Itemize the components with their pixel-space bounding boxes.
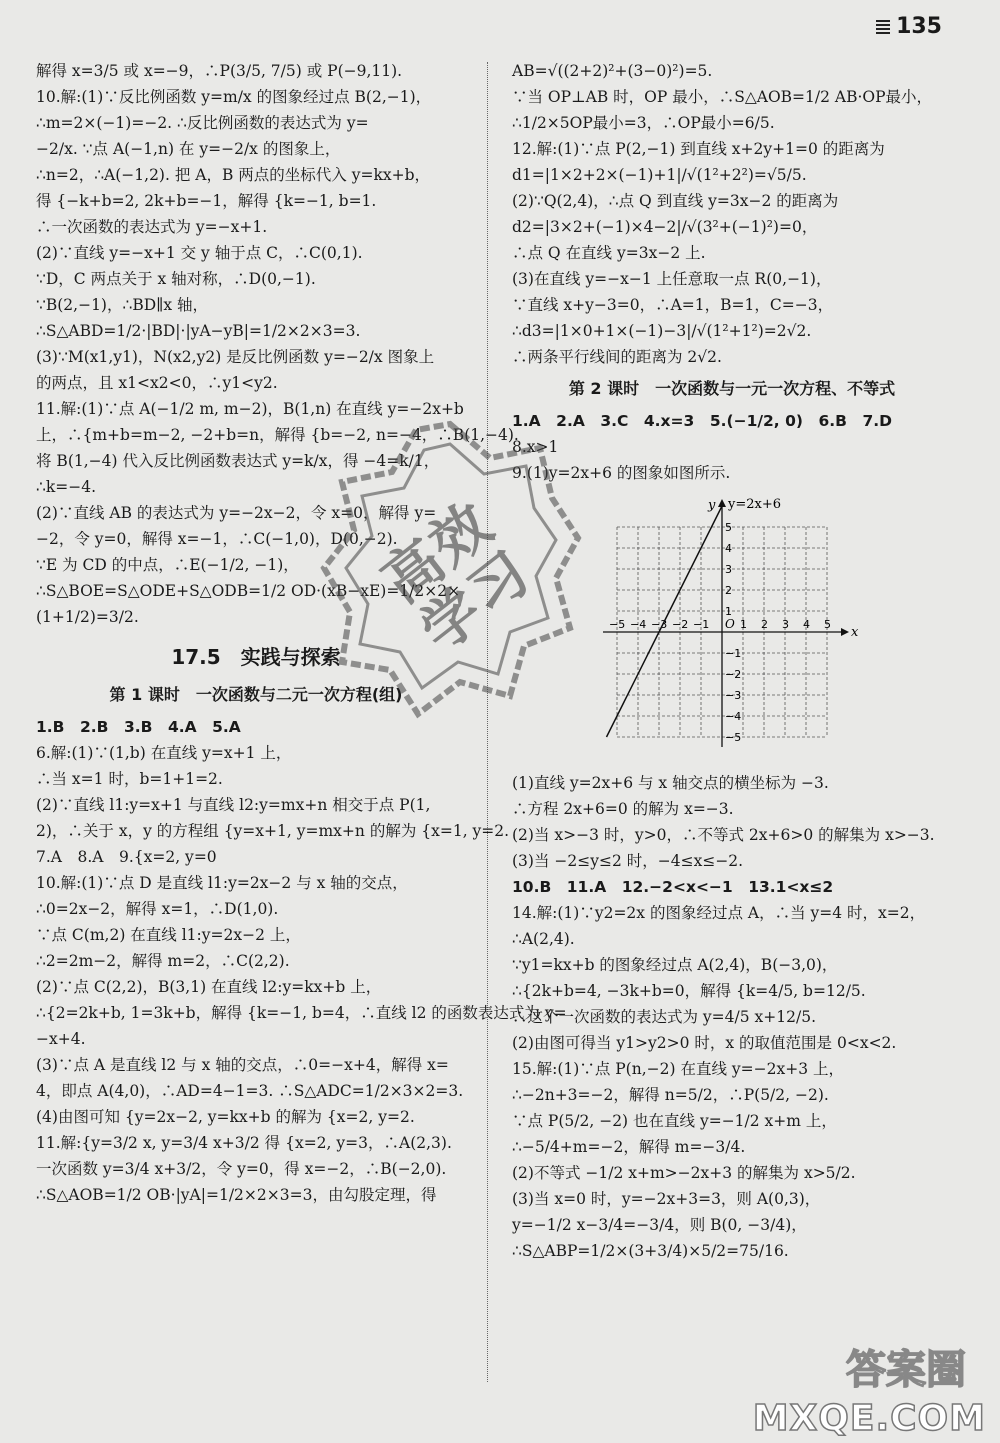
text-line: (3)当 −2≤y≤2 时，−4≤x≤−2. <box>512 852 744 870</box>
text-line: 11.解:(1)∵点 A(−1/2 m, m−2)，B(1,n) 在直线 y=−2x+b <box>36 400 464 418</box>
y-tick-label: −1 <box>725 647 742 660</box>
x-tick-label: 1 <box>740 618 747 631</box>
text-line: ∴{2k+b=4, −3k+b=0，解得 {k=4/5, b=12/5. <box>512 982 866 1000</box>
lesson-title: 第 1 课时 一次函数与二元一次方程(组) <box>109 685 403 704</box>
text-line: ∴−5/4+m=−2，解得 m=−3/4. <box>512 1138 746 1156</box>
x-axis-label: x <box>851 625 859 640</box>
text-line: ∵B(2,−1)，∴BD∥x 轴， <box>36 296 208 314</box>
text-line: 12.解:(1)∵点 P(2,−1) 到直线 x+2y+1=0 的距离为 <box>512 140 885 158</box>
text-line: ∴2=2m−2，解得 m=2，∴C(2,2). <box>36 952 290 970</box>
text-line: ∴−2n+3=−2，解得 n=5/2，∴P(5/2, −2). <box>512 1086 829 1104</box>
text-line: y=−1/2 x−3/4=−3/4，则 B(0, −3/4)， <box>512 1216 807 1234</box>
y-axis-arrow <box>718 499 726 507</box>
x-tick-label: −4 <box>630 618 647 631</box>
text-line: d2=|3×2+(−1)×4−2|/√(3²+(−1)²)=0， <box>512 218 818 236</box>
text-line: (3)在直线 y=−x−1 上任意取一点 R(0,−1)， <box>512 270 832 288</box>
text-line: 10.解:(1)∵反比例函数 y=m/x 的图象经过点 B(2,−1)， <box>36 88 432 106</box>
answer-line: 1.B 2.B 3.B 4.A 5.A <box>36 718 241 736</box>
text-line: −2，令 y=0，解得 x=−1，∴C(−1,0)，D(0,−2). <box>36 530 398 548</box>
site-url-watermark: MXQE.COM <box>752 1398 986 1439</box>
text-line: 上，∴{m+b=m−2, −2+b=n，解得 {b=−2, n=−4，∴B(1,−4). <box>36 426 519 444</box>
text-line: ∴k=−4. <box>36 478 97 496</box>
text-line: (2)由图可得当 y1>y2>0 时，x 的取值范围是 0<x<2. <box>512 1034 897 1052</box>
site-logo-watermark <box>842 1333 982 1397</box>
text-line: 将 B(1,−4) 代入反比例函数表达式 y=k/x，得 −4=k/1， <box>36 452 440 470</box>
svg-text:效: 效 <box>416 489 505 580</box>
page-marker-icon <box>876 20 890 34</box>
text-line: (2)∵直线 AB 的表达式为 y=−2x−2，令 x=0，解得 y= <box>36 504 437 522</box>
text-line: ∴两条平行线间的距离为 2√2. <box>512 348 722 366</box>
y-tick-label: −2 <box>725 668 742 681</box>
text-line: 一次函数 y=3/4 x+3/2，令 y=0，得 x=−2，∴B(−2,0). <box>36 1160 447 1178</box>
y-tick-label: −3 <box>725 689 742 702</box>
x-tick-label: 3 <box>782 618 789 631</box>
text-line: ∴A(2,4). <box>512 930 575 948</box>
graph-svg <box>592 492 859 764</box>
text-line: 14.解:(1)∵y2=2x 的图象经过点 A，∴当 y=4 时，x=2， <box>512 904 926 922</box>
stamp-watermark <box>320 418 580 718</box>
text-line: ∴d3=|1×0+1×(−1)−3|/√(1²+1²)=2√2. <box>512 322 812 340</box>
text-line: (2)不等式 −1/2 x+m>−2x+3 的解集为 x>5/2. <box>512 1164 856 1182</box>
text-line: ∴1/2×5OP最小=3，∴OP最小=6/5. <box>512 114 775 132</box>
text-line: d1=|1×2+2×(−1)+1|/√(1²+2²)=√5/5. <box>512 166 807 184</box>
text-line: 11.解:{y=3/2 x, y=3/4 x+3/2 得 {x=2, y=3，∴A(2,3). <box>36 1134 452 1152</box>
y-tick-label: 4 <box>725 542 732 555</box>
text-line: ∴{2=2k+b, 1=3k+b，解得 {k=−1, b=4，∴直线 l2 的函数表达式为 y= <box>36 1004 567 1022</box>
x-tick-label: −3 <box>651 618 668 631</box>
text-line: (3)∵点 A 是直线 l2 与 x 轴的交点，∴0=−x+4，解得 x= <box>36 1056 449 1074</box>
x-tick-label: 2 <box>761 618 768 631</box>
page-number: 135 <box>876 14 942 39</box>
text-line: ∴方程 2x+6=0 的解为 x=−3. <box>512 800 734 818</box>
lesson-title: 第 2 课时 一次函数与一元一次方程、不等式 <box>568 379 896 398</box>
text-line: 8.x>1 <box>512 438 559 456</box>
text-line: ∴S△BOE=S△ODE+S△ODB=1/2 OD·(xB−xE)=1/2×2× <box>36 582 461 600</box>
text-line: ∵直线 x+y−3=0，∴A=1，B=1，C=−3， <box>512 296 834 314</box>
function-line-label: y=2x+6 <box>728 497 782 512</box>
text-line: 4，即点 A(4,0)，∴AD=4−1=3. ∴S△ADC=1/2×3×2=3. <box>36 1082 464 1100</box>
y-axis-label: y <box>708 498 716 513</box>
text-line: (1)直线 y=2x+6 与 x 轴交点的横坐标为 −3. <box>512 774 829 792</box>
text-line: ∵点 P(5/2, −2) 也在直线 y=−1/2 x+m 上， <box>512 1112 837 1130</box>
y-tick-label: −4 <box>725 710 742 723</box>
text-line: ∴0=2x−2，解得 x=1，∴D(1,0). <box>36 900 279 918</box>
y-tick-label: 5 <box>725 521 732 534</box>
text-line: (3)∵M(x1,y1)，N(x2,y2) 是反比例函数 y=−2/x 图象上 <box>36 348 435 366</box>
text-line: (2)∵直线 l1:y=x+1 与直线 l2:y=mx+n 相交于点 P(1, <box>36 796 431 814</box>
text-line: ∴这个一次函数的表达式为 y=4/5 x+12/5. <box>512 1008 817 1026</box>
y-tick-label: −5 <box>725 731 742 744</box>
x-tick-label: −1 <box>693 618 710 631</box>
text-line: 解得 x=3/5 或 x=−9，∴P(3/5, 7/5) 或 P(−9,11). <box>36 62 403 80</box>
text-line: AB=√((2+2)²+(3−0)²)=5. <box>512 62 713 80</box>
x-tick-label: 5 <box>824 618 831 631</box>
text-line: (2)∵点 C(2,2)，B(3,1) 在直线 l2:y=kx+b 上， <box>36 978 382 996</box>
svg-text:学: 学 <box>407 575 496 665</box>
text-line: ∴点 Q 在直线 y=3x−2 上. <box>512 244 706 262</box>
text-line: (2)∵直线 y=−x+1 交 y 轴于点 C，∴C(0,1). <box>36 244 363 262</box>
text-line: ∴S△ABD=1/2·|BD|·|yA−yB|=1/2×2×3=3. <box>36 322 361 340</box>
text-line: (2)∵Q(2,4)，∴点 Q 到直线 y=3x−2 的距离为 <box>512 192 839 210</box>
text-line: ∵y1=kx+b 的图象经过点 A(2,4)，B(−3,0)， <box>512 956 838 974</box>
text-line: −2/x. ∵点 A(−1,n) 在 y=−2/x 的图象上， <box>36 140 341 158</box>
text-line: ∴当 x=1 时，b=1+1=2. <box>36 770 223 788</box>
y-tick-label: 2 <box>725 584 732 597</box>
x-tick-label: 4 <box>803 618 810 631</box>
text-line: ∴S△ABP=1/2×(3+3/4)×5/2=75/16. <box>512 1242 789 1260</box>
right-column <box>512 58 952 1403</box>
text-line: 6.解:(1)∵(1,b) 在直线 y=x+1 上， <box>36 744 292 762</box>
svg-text:习: 习 <box>454 538 543 628</box>
origin-label: O <box>725 617 735 631</box>
text-line: ∵当 OP⊥AB 时，OP 最小，∴S△AOB=1/2 AB·OP最小， <box>512 88 933 106</box>
text-line: ∴S△AOB=1/2 OB·|yA|=1/2×2×3=3，由勾股定理，得 <box>36 1186 437 1204</box>
text-line: ∵点 C(m,2) 在直线 l1:y=2x−2 上， <box>36 926 301 944</box>
text-line: ∵E 为 CD 的中点，∴E(−1/2, −1)， <box>36 556 299 574</box>
column-divider <box>487 62 488 1382</box>
text-line: (3)当 x=0 时，y=−2x+3=3，则 A(0,3)， <box>512 1190 821 1208</box>
text-line: 得 {−k+b=2, 2k+b=−1，解得 {k=−1, b=1. <box>36 192 377 210</box>
x-tick-label: −2 <box>672 618 689 631</box>
section-title: 17.5 实践与探索 <box>171 645 341 669</box>
text-line: −x+4. <box>36 1030 86 1048</box>
text-line: ∴n=2，∴A(−1,2). 把 A，B 两点的坐标代入 y=kx+b， <box>36 166 430 184</box>
text-line: ∵D，C 两点关于 x 轴对称，∴D(0,−1). <box>36 270 316 288</box>
text-line: (4)由图可知 {y=2x−2, y=kx+b 的解为 {x=2, y=2. <box>36 1108 415 1126</box>
text-line: 2)，∴关于 x，y 的方程组 {y=x+1, y=mx+n 的解为 {x=1, y=2. <box>36 822 510 840</box>
text-line: 9.(1)y=2x+6 的图象如图所示. <box>512 464 731 482</box>
text-line: ∴m=2×(−1)=−2. ∴反比例函数的表达式为 y= <box>36 114 369 132</box>
text-line: 的两点，且 x1<x2<0，∴y1<y2. <box>36 374 278 392</box>
x-axis-arrow <box>841 628 849 636</box>
answer-line: 1.A 2.A 3.C 4.x=3 5.(−1/2, 0) 6.B 7.D <box>512 412 892 430</box>
text-line: (2)当 x>−3 时，y>0，∴不等式 2x+6>0 的解集为 x>−3. <box>512 826 935 844</box>
text-line: 15.解:(1)∵点 P(n,−2) 在直线 y=−2x+3 上， <box>512 1060 845 1078</box>
x-tick-label: −5 <box>609 618 626 631</box>
answer-line: 10.B 11.A 12.−2<x<−1 13.1<x≤2 <box>512 878 834 896</box>
text-line: 7.A 8.A 9.{x=2, y=0 <box>36 848 217 866</box>
svg-text:答案圈: 答案圈 <box>846 1347 966 1393</box>
text-line: 10.解:(1)∵点 D 是直线 l1:y=2x−2 与 x 轴的交点， <box>36 874 408 892</box>
svg-text:高: 高 <box>369 526 458 616</box>
y-tick-label: 1 <box>725 605 732 618</box>
text-line: ∴一次函数的表达式为 y=−x+1. <box>36 218 268 236</box>
text-line: (1+1/2)=3/2. <box>36 608 139 626</box>
y-tick-label: 3 <box>725 563 732 576</box>
